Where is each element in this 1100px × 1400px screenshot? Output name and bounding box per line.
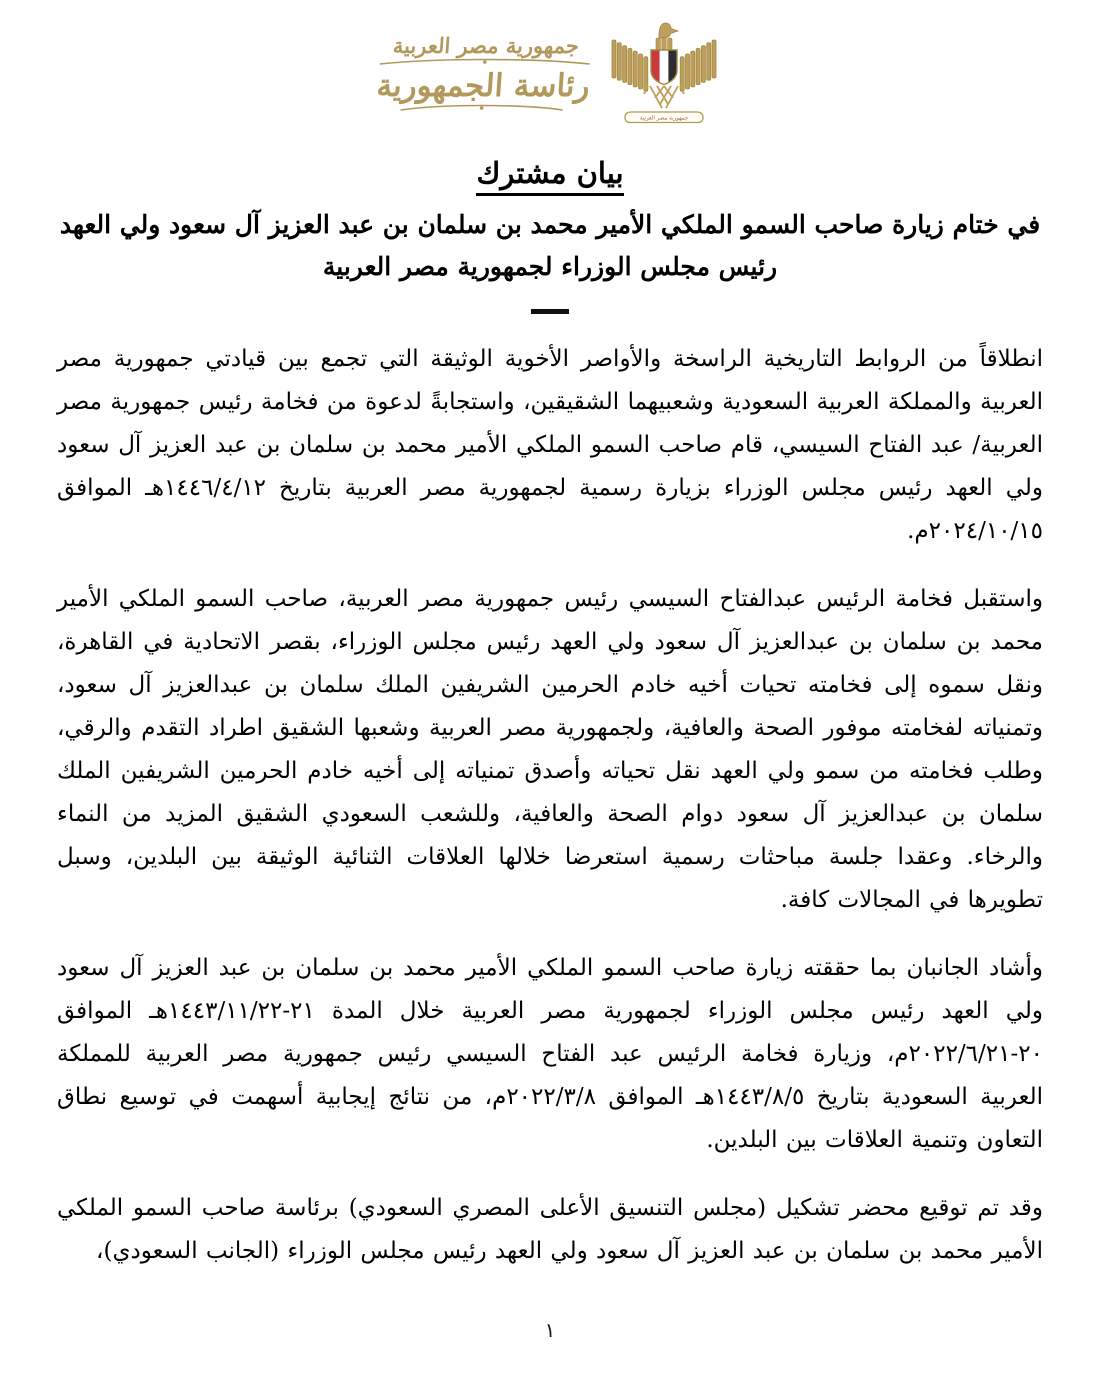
paragraph-2: واستقبل فخامة الرئيس عبدالفتاح السيسي رئيس جمهورية مصر العربية، صاحب السمو الملكي الأمير محمد بن سلمان بن عبدالعزيز آل سعود ولي العهد رئيس مجلس الوزراء، بقصر الاتحادية في القاهرة، ونقل سموه إلى فخامته تحيات أخيه خادم الحرمين الشريفين الملك سلمان بن عبدالعزيز آل سعود، وتمنياته لفخامته موفور الصحة والعافية، ولجمهورية مصر العربية وشعبها الشقيق اطراد التقدم والرقي، وطلب فخامته من سمو ولي العهد نقل تحياته وأصدق تمنياته إلى أخيه خادم الحرمين الشريفين الملك سلمان بن عبدالعزيز آل سعود دوام الصحة والعافية، وللشعب السعودي الشقيق المزيد من النماء والرخاء. وعقدا جلسة مباحثات رسمية استعرضا خلالها العلاقات الثنائية الوثيقة بين البلدين، وسبل تطويرها في المجالات كافة. (57, 586, 1043, 913)
statement-body (57, 338, 1043, 1273)
paragraph-4: وقد تم توقيع محضر تشكيل (مجلس التنسيق الأعلى المصري السعودي) برئاسة صاحب السمو الملكي الأمير محمد بن سلمان بن عبد العزيز آل سعود ولي العهد رئيس مجلس الوزراء (الجانب السعودي)، (57, 1195, 1043, 1264)
paragraph-3: وأشاد الجانبان بما حققته زيارة صاحب السمو الملكي الأمير محمد بن سلمان بن عبد العزيز آل سعود ولي العهد رئيس مجلس الوزراء لجمهورية مصر العربية خلال المدة ٢١-١٤٤٣/١١/٢٢هـ الموافق ٢٠-٢٠٢٢/٦/٢١م، وزيارة فخامة الرئيس عبد الفتاح السيسي رئيس جمهورية مصر العربية للمملكة العربية السعودية بتاريخ ١٤٤٣/٨/٥هـ الموافق ٢٠٢٢/٣/٨م، من نتائج إيجابية أسهمت في توسيع نطاق التعاون وتنمية العلاقات بين البلدين. (57, 955, 1043, 1153)
letterhead (57, 18, 1043, 130)
statement-subtitle-line1: في ختام زيارة صاحب السمو الملكي الأمير محمد بن سلمان بن عبد العزيز آل سعود ولي العهد (59, 210, 1041, 239)
paragraph-1: انطلاقاً من الروابط التاريخية الراسخة والأواصر الأخوية الوثيقة التي تجمع بين قيادتي جمهورية مصر العربية والمملكة العربية السعودية وشعبيهما الشقيقين، واستجابةً لدعوة من فخامة رئيس جمهورية مصر العربية/ عبد الفتاح السيسي، قام صاحب السمو الملكي الأمير محمد بن سلمان بن عبد العزيز آل سعود ولي العهد رئيس مجلس الوزراء بزيارة رسمية لجمهورية مصر العربية بتاريخ ١٤٤٦/٤/١٢هـ الموافق ٢٠٢٤/١٠/١٥م. (57, 346, 1043, 544)
title-separator-dash (531, 309, 569, 314)
emblem-scroll-text: جمهورية مصر العربية (639, 115, 689, 122)
calligraphy-line1: جمهورية مصر العربية (392, 33, 580, 58)
title-block (57, 156, 1043, 314)
calligraphy-line2: رئاسة الجمهورية (375, 68, 591, 104)
presidency-calligraphy (372, 35, 595, 113)
page-number: ١ (544, 1318, 556, 1342)
flourish-ornament-icon (396, 104, 567, 113)
flourish-ornament-icon (375, 58, 594, 67)
egypt-eagle-emblem-icon (603, 20, 725, 128)
statement-title: بيان مشترك (476, 156, 623, 196)
statement-subtitle-line2: رئيس مجلس الوزراء لجمهورية مصر العربية (322, 252, 778, 281)
